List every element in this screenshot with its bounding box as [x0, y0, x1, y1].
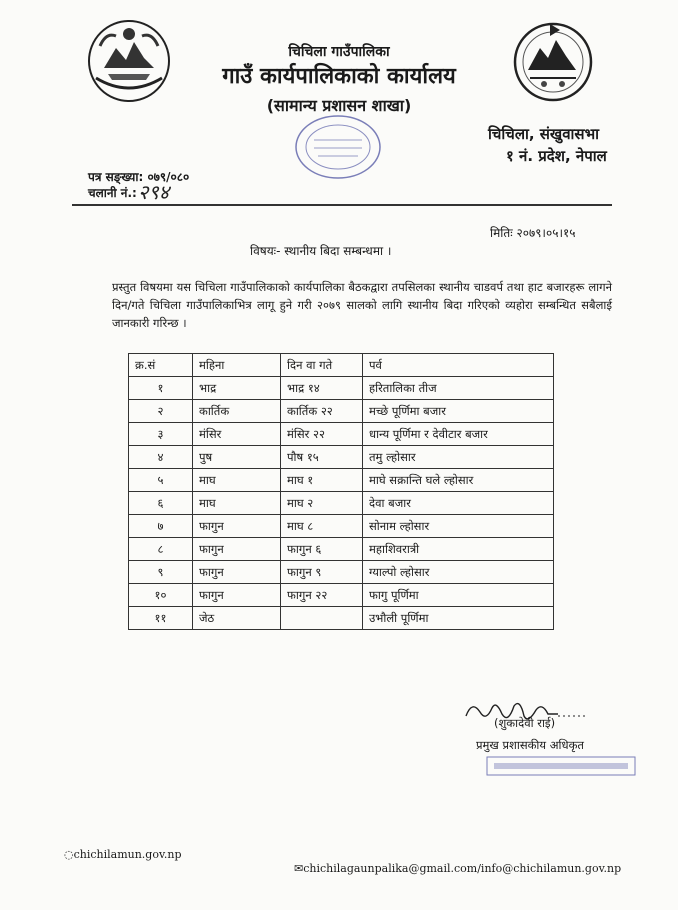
cell-sn: १०	[129, 584, 193, 607]
office-title: गाउँ कार्यपालिकाको कार्यालय	[222, 64, 456, 89]
globe-icon: ◌	[64, 848, 74, 861]
address-district: चिचिला, संखुवासभा	[488, 125, 600, 143]
office-stamp-icon	[292, 112, 384, 182]
designation-stamp-icon	[486, 756, 636, 776]
cell-month: मंसिर	[193, 423, 281, 446]
cell-day: माघ ८	[281, 515, 363, 538]
cell-festival: उभौली पूर्णिमा	[363, 607, 554, 630]
cell-day	[281, 607, 363, 630]
table-row	[129, 469, 554, 492]
email-link[interactable]: chichilagaunpalika@gmail.com/info@chichilamun.gov.np	[303, 862, 622, 875]
dispatch-label: चलानी नं.:	[88, 186, 137, 200]
table-row	[129, 515, 554, 538]
column-header-month: महिना	[193, 354, 281, 377]
cell-sn: ३	[129, 423, 193, 446]
cell-festival: हरितालिका तीज	[363, 377, 554, 400]
column-header-sn: क्र.सं	[129, 354, 193, 377]
table-row	[129, 423, 554, 446]
cell-day: मंसिर २२	[281, 423, 363, 446]
table-row	[129, 400, 554, 423]
cell-festival: तमु ल्होसार	[363, 446, 554, 469]
cell-day: माघ २	[281, 492, 363, 515]
cell-sn: ७	[129, 515, 193, 538]
signatory-name: (शुकादेवी राई)	[494, 716, 556, 730]
letter-date: मितिः २०७९।०५।१५	[490, 226, 576, 240]
cell-day: कार्तिक २२	[281, 400, 363, 423]
cell-month: फागुन	[193, 561, 281, 584]
cell-month: फागुन	[193, 538, 281, 561]
table-row	[129, 607, 554, 630]
cell-festival: मच्छे पूर्णिमा बजार	[363, 400, 554, 423]
cell-month: फागुन	[193, 584, 281, 607]
municipality-name: चिचिला गाउँपालिका	[288, 44, 390, 60]
cell-day: फागुन ९	[281, 561, 363, 584]
website-link[interactable]: chichilamun.gov.np	[73, 848, 182, 861]
cell-sn: २	[129, 400, 193, 423]
cell-festival: फागु पूर्णिमा	[363, 584, 554, 607]
table-row	[129, 446, 554, 469]
header-divider	[72, 204, 612, 206]
cell-month: पुष	[193, 446, 281, 469]
table-row	[129, 584, 554, 607]
cell-month: माघ	[193, 492, 281, 515]
cell-sn: ९	[129, 561, 193, 584]
cell-festival: महाशिवरात्री	[363, 538, 554, 561]
cell-sn: ८	[129, 538, 193, 561]
envelope-icon: ✉	[294, 862, 304, 875]
cell-day: फागुन २२	[281, 584, 363, 607]
column-header-festival: पर्व	[363, 354, 554, 377]
cell-day: भाद्र १४	[281, 377, 363, 400]
cell-sn: ११	[129, 607, 193, 630]
cell-day: पौष १५	[281, 446, 363, 469]
letter-subject: विषयः- स्थानीय बिदा सम्बन्धमा ।	[250, 244, 392, 258]
cell-month: माघ	[193, 469, 281, 492]
column-header-day: दिन वा गते	[281, 354, 363, 377]
cell-festival: देवा बजार	[363, 492, 554, 515]
cell-month: भाद्र	[193, 377, 281, 400]
table-row	[129, 377, 554, 400]
letter-body: प्रस्तुत विषयमा यस चिचिला गाउँपालिकाको कार्यपालिका बैठकद्वारा तपसिलका स्थानीय चाडवर्प तथा हाट बजारहरू लागने दिन/गते चिचिला गाउँपालिकाभित्र लागू हुने गरी २०७९ सालको लागि स्थानीय बिदा गरिएको व्यहोरा सम्बन्धित सबैलाई जानकारी गरिन्छ ।	[112, 280, 612, 330]
cell-day: माघ १	[281, 469, 363, 492]
cell-sn: १	[129, 377, 193, 400]
cell-sn: ४	[129, 446, 193, 469]
cell-festival: माघे सक्रान्ति घले ल्होसार	[363, 469, 554, 492]
cell-month: कार्तिक	[193, 400, 281, 423]
dispatch-number: २९४	[138, 180, 170, 204]
holiday-table	[128, 353, 554, 630]
table-header-row	[129, 354, 554, 377]
cell-festival: ग्याल्पो ल्होसार	[363, 561, 554, 584]
address-province: १ नं. प्रदेश, नेपाल	[506, 147, 607, 165]
cell-sn: ५	[129, 469, 193, 492]
footer-website	[64, 848, 182, 861]
cell-sn: ६	[129, 492, 193, 515]
cell-festival: धान्य पूर्णिमा र देवीटार बजार	[363, 423, 554, 446]
table-row	[129, 561, 554, 584]
cell-day: फागुन ६	[281, 538, 363, 561]
footer-email	[294, 862, 621, 875]
letter-number: पत्र सङ्ख्या: ०७९/०८०	[88, 170, 190, 184]
table-row	[129, 492, 554, 515]
signatory-title: प्रमुख प्रशासकीय अधिकृत	[476, 738, 584, 752]
cell-festival: सोनाम ल्होसार	[363, 515, 554, 538]
cell-month: फागुन	[193, 515, 281, 538]
branch-name: (सामान्य प्रशासन शाखा)	[266, 96, 412, 115]
cell-month: जेठ	[193, 607, 281, 630]
table-row	[129, 538, 554, 561]
